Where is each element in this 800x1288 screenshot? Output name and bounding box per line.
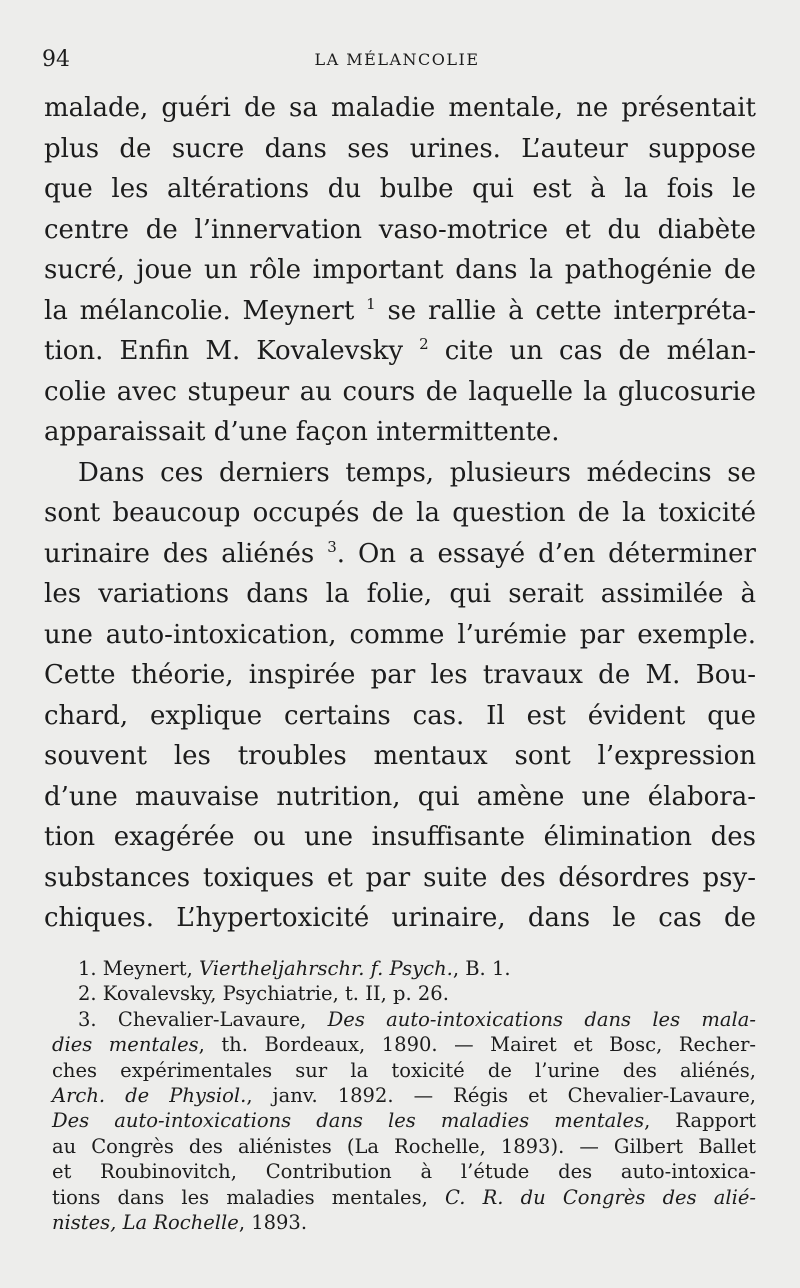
text-fragment: se rallie à cette interpréta-	[375, 295, 756, 326]
text-line: d’une mauvaise nutrition, qui amène une élabora-	[44, 781, 756, 812]
text-line: tion exagérée ou une insuffisante élimination des	[44, 822, 756, 852]
italic-citation: Des auto-intoxications dans les maladies mentales	[52, 1109, 645, 1133]
text-line	[44, 534, 756, 575]
text-line: chiques. L’hypertoxicité urinaire, dans le cas de	[44, 903, 756, 933]
text-line: centre de l’innervation vaso-motrice et du diabète	[44, 214, 756, 245]
page-number: 94	[42, 47, 70, 72]
text-fragment: tion. Enfin M. Kovalevsky	[44, 336, 420, 366]
italic-citation: Arch. de Physiol.	[52, 1083, 247, 1107]
italic-citation: C. R. du Congrès des alié-	[444, 1185, 756, 1209]
footnote-text: au Congrès des aliénistes (La Rochelle, 1893). — Gilbert Ballet	[52, 1134, 756, 1158]
text-line: plus de sucre dans ses urines. L’auteur suppose	[44, 133, 756, 164]
footnote-reference: 3	[327, 537, 337, 556]
italic-citation: Des auto-intoxications dans les mala-	[327, 1007, 756, 1031]
text-line: malade, guéri de sa maladie mentale, ne présentait	[44, 93, 756, 123]
footnote-line	[52, 1058, 756, 1083]
text-fragment: . On a essayé d’en déterminer	[336, 538, 756, 569]
text-line: souvent les troubles mentaux sont l’expression	[44, 741, 756, 771]
footnote-line	[52, 1108, 756, 1133]
text-line: que les altérations du bulbe qui est à la fois le	[44, 174, 756, 204]
text-line: sucré, joue un rôle important dans la pathogénie de	[44, 255, 756, 285]
text-line: apparaissait d’une façon intermittente.	[44, 417, 560, 447]
text-line: sont beaucoup occupés de la question de la toxicité	[44, 498, 756, 528]
text-line: les variations dans la folie, qui serait assimilée à	[44, 579, 756, 609]
footnote-text: tions dans les maladies mentales,	[52, 1185, 445, 1209]
footnote-text: ches expérimentales sur la toxicité de l’urine des aliénés,	[52, 1058, 756, 1082]
body-text	[44, 88, 756, 939]
text-line: substances toxiques et par suite des désordres psy-	[44, 862, 756, 893]
text-fragment: urinaire des aliénés	[44, 538, 328, 569]
footnote-line	[52, 1185, 756, 1210]
text-line	[44, 291, 756, 332]
footnote-reference: 1	[366, 294, 376, 313]
text-fragment: la mélancolie. Meynert	[44, 295, 367, 326]
footnote-text: 1. Meynert,	[78, 957, 199, 980]
footnote-text: , janv. 1892. — Régis et Chevalier-Lavaure,	[246, 1083, 756, 1107]
footnote-text: , 1893.	[238, 1210, 308, 1234]
running-title: LA MÉLANCOLIE	[314, 50, 480, 69]
footnote-text: , th. Bordeaux, 1890. — Mairet et Bosc, Recher-	[198, 1033, 756, 1057]
footnote-reference: 2	[419, 335, 429, 353]
footnote-line	[52, 981, 756, 1006]
footnote-line	[52, 1210, 756, 1235]
text-line: chard, explique certains cas. Il est évident que	[44, 700, 756, 731]
text-line: une auto-intoxication, comme l’urémie par exemple.	[44, 619, 756, 650]
text-line	[44, 331, 756, 372]
footnote-text: , B. 1.	[452, 957, 511, 980]
footnotes	[52, 956, 756, 1235]
footnote-line	[52, 1134, 756, 1159]
footnote-text: 2. Kovalevsky, Psychiatrie, t. II, p. 26.	[78, 982, 449, 1006]
italic-citation: dies mentales	[52, 1033, 199, 1057]
page-header	[42, 46, 752, 76]
footnote-text: , Rapport	[644, 1109, 757, 1133]
text-line: Cette théorie, inspirée par les travaux de M. Bou-	[44, 660, 756, 690]
footnote-line	[52, 1083, 756, 1108]
text-fragment: cite un cas de mélan-	[428, 336, 756, 366]
footnote-line	[52, 1032, 756, 1057]
text-line: colie avec stupeur au cours de laquelle la glucosurie	[44, 376, 756, 407]
italic-citation: Viertheljahrschr. f. Psych.	[198, 957, 453, 980]
footnote-text: et Roubinovitch, Contribution à l’étude des auto-intoxica-	[52, 1160, 756, 1184]
footnote-line	[52, 956, 756, 981]
footnote-line	[52, 1007, 756, 1032]
text-line: Dans ces derniers temps, plusieurs médecins se	[78, 457, 756, 488]
footnote-text: 3. Chevalier-Lavaure,	[78, 1007, 328, 1031]
footnote-line	[52, 1159, 756, 1184]
italic-citation: nistes, La Rochelle	[52, 1210, 239, 1234]
